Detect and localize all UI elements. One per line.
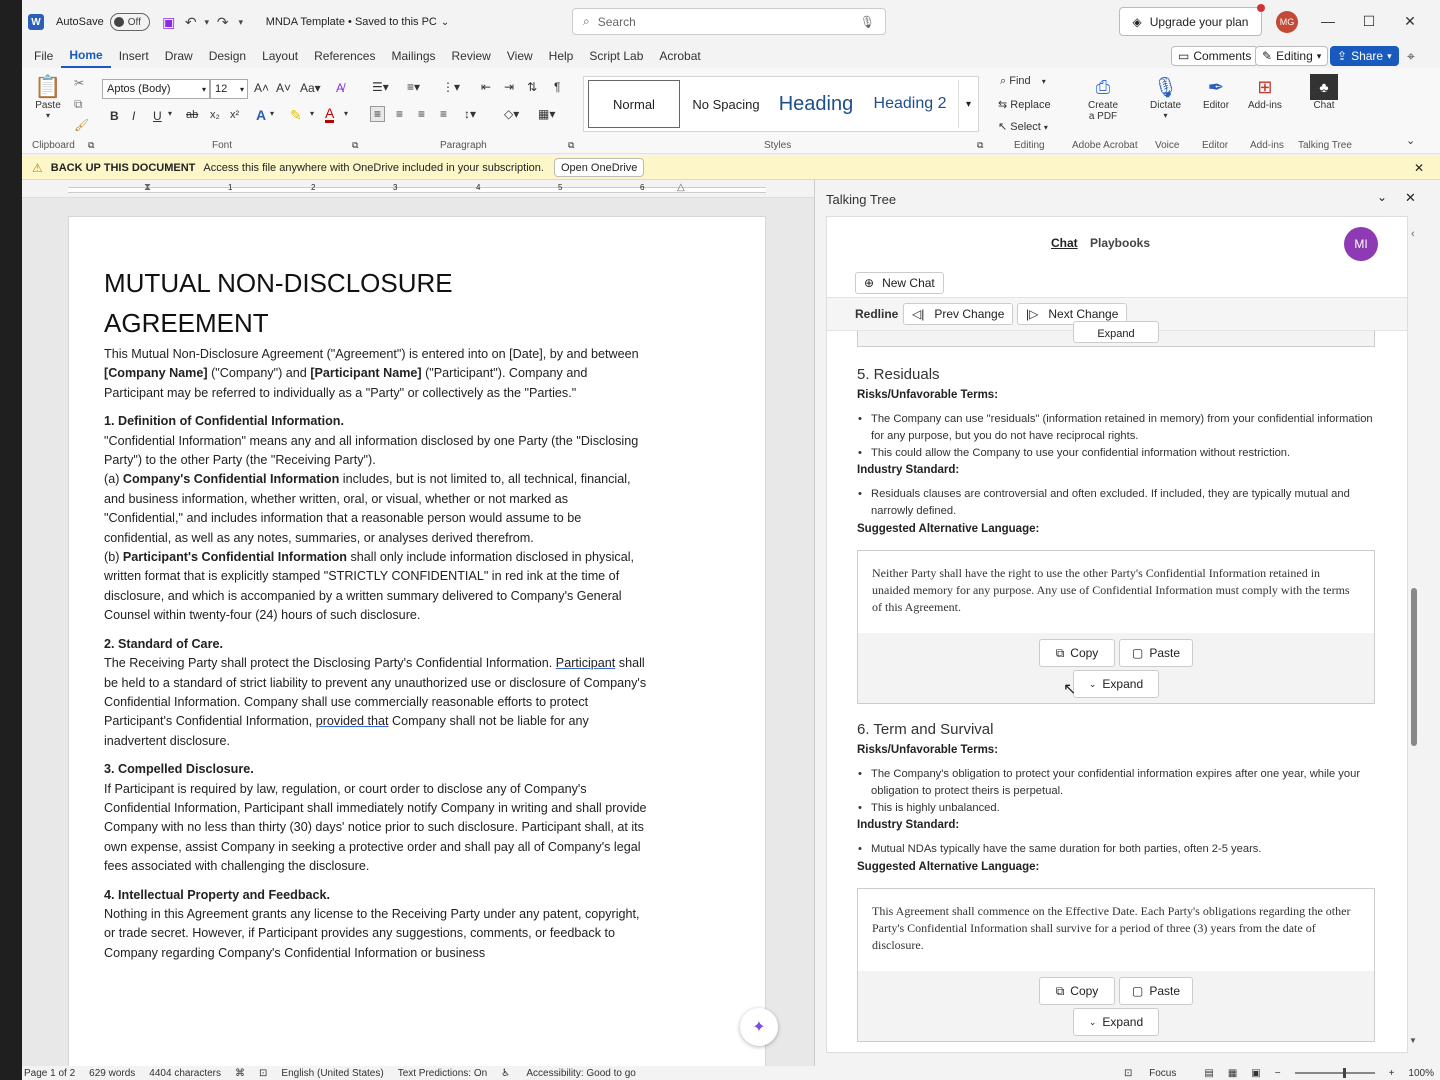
upgrade-label: Upgrade your plan [1149, 14, 1249, 29]
risk-item: • The Company can use "residuals" (information retained in memory) from your confidential information for any purpose, but you do not have reciprocal rights. [871, 411, 1377, 445]
right-indent-marker-icon[interactable]: △ [677, 182, 685, 193]
alt-language-text[interactable]: Neither Party shall have the right to use the other Party's Confidential Information retained in unaided memory for any purpose. Any use of Confidential Information must comply with the terms of this Agreement. [858, 551, 1374, 633]
create-pdf-button[interactable] [1088, 74, 1118, 122]
cursor-icon: ↖ [998, 121, 1011, 133]
tab-insert[interactable]: Insert [118, 49, 149, 63]
industry-item: • Mutual NDAs typically have the same duration for both parties, often 2-5 years. [871, 841, 1377, 858]
align-center-icon[interactable]: ≡ [396, 107, 404, 121]
pane-title: Talking Tree [826, 192, 897, 207]
share-icon: ⇪ [1337, 49, 1348, 63]
change-case-icon[interactable]: Aa▾ [300, 81, 321, 95]
autosave-toggle[interactable] [110, 13, 150, 31]
scrollbar-thumb[interactable] [1411, 588, 1417, 746]
message-text: Access this file anywhere with OneDrive included in your subscription. [203, 161, 544, 174]
ribbon [22, 68, 1440, 154]
paste-button[interactable] [34, 74, 62, 120]
tab-acrobat[interactable]: Acrobat [659, 49, 701, 63]
find-button[interactable] [1000, 75, 1046, 88]
talking-tree-pane [814, 180, 1440, 1066]
next-icon: |▷ [1026, 307, 1039, 321]
accessibility-status[interactable] [501, 1068, 650, 1079]
format-painter-icon[interactable]: 🖌 [74, 118, 90, 132]
increase-indent-icon[interactable]: ⇥ [504, 80, 515, 94]
horizontal-ruler[interactable] [22, 180, 814, 198]
group-label-paragraph: Paragraph [440, 140, 487, 151]
pane-options-icon[interactable]: ⌄ [1377, 190, 1388, 204]
minimize-icon[interactable]: — [1321, 13, 1335, 29]
search-placeholder: Search [597, 14, 636, 29]
chevron-down-icon[interactable]: ▾ [168, 109, 173, 118]
copy-label: Copy [1070, 984, 1099, 998]
section-1a-paragraph: (a) Company's Confidential Information includes, but is not limited to, all technical, financial, and business information, whether written, oral, or visual, whether or not marked as "Confidential," and includes information that a reasonable person would assume to be confidential, as well as any notes, summaries, or analyses derived therefrom. [104, 472, 631, 545]
create-pdf-label-1: Create [1088, 100, 1119, 111]
chevron-down-icon: ▾ [1316, 50, 1322, 61]
ruler-number: 3 [393, 183, 398, 192]
prev-change-label: Prev Change [934, 307, 1005, 321]
editor-button[interactable] [1202, 74, 1230, 111]
web-layout-icon[interactable]: ▣ [1251, 1067, 1261, 1079]
customize-toolbar-icon[interactable]: ▾ [238, 16, 243, 27]
industry-label: Industry Standard: [857, 819, 960, 831]
text-predictions-status[interactable]: Text Predictions: On [397, 1067, 488, 1079]
justify-icon[interactable]: ≡ [440, 107, 448, 121]
chevron-down-icon: ▾ [1387, 50, 1392, 61]
word-logo-icon: W [28, 14, 44, 30]
expand-label: Expand [1102, 1015, 1144, 1029]
dialog-launcher-icon[interactable]: ⧉ [352, 140, 359, 150]
chevron-down-icon[interactable]: ▾ [270, 109, 275, 118]
accessibility-icon: ♿ [501, 1067, 511, 1079]
zoom-slider[interactable] [1295, 1072, 1375, 1074]
style-heading[interactable]: Heading [778, 92, 854, 115]
tree-icon: ♣ [1310, 74, 1338, 100]
chevron-down-icon: ⌄ [1088, 678, 1097, 689]
accessibility-label: Accessibility: Good to go [526, 1067, 636, 1079]
font-size-value: 12 [215, 83, 228, 95]
find-icon: ⌕ [1000, 75, 1010, 87]
font-name-select[interactable] [102, 79, 210, 99]
dictate-button[interactable] [1150, 74, 1181, 120]
focus-icon: ⊡ [1123, 1067, 1136, 1079]
chevron-down-icon: ▾ [239, 84, 244, 94]
paste-label: Paste [1149, 984, 1181, 998]
pane-scrollbar[interactable] [1409, 330, 1419, 1050]
tab-mailings[interactable]: Mailings [391, 49, 436, 63]
next-change-label: Next Change [1048, 307, 1119, 321]
section-2-paragraph: The Receiving Party shall protect the Disclosing Party's Confidential Information. Participant shall be held to a standard of strict liability to prevent any unauthorized use or disclosure of Company's Confidential Information. Company shall use commercially reasonable efforts to protect Participant's Confidential Information, provided that Company shall not be liable for any inadvertent disclosure. [104, 656, 647, 748]
sort-icon[interactable]: ⇅ [527, 80, 538, 94]
chat-label: Chat [1313, 100, 1335, 111]
chevron-down-icon[interactable]: ▾ [344, 109, 349, 118]
microphone-icon[interactable]: 🎙 [859, 14, 875, 29]
group-label-clipboard: Clipboard [32, 140, 75, 151]
status-bar [22, 1066, 1440, 1080]
line-spacing-icon[interactable]: ↕▾ [464, 107, 477, 121]
ruler-track [68, 187, 766, 193]
replace-button[interactable] [998, 98, 1051, 111]
pane-content [826, 216, 1408, 1053]
notification-dot-icon [1257, 4, 1265, 12]
chevron-down-icon: ▾ [201, 84, 206, 94]
dialog-launcher-icon[interactable]: ⧉ [568, 140, 575, 150]
editor-pen-icon: ✒ [1207, 76, 1225, 99]
dialog-launcher-icon[interactable]: ⧉ [977, 140, 984, 150]
copilot-icon[interactable]: ✦ [740, 1008, 778, 1046]
dictate-label: Dictate [1150, 100, 1182, 111]
grow-font-icon[interactable]: A˄ [254, 81, 270, 95]
zoom-out-icon[interactable]: − [1274, 1067, 1281, 1079]
font-size-select[interactable] [210, 79, 248, 99]
paste-label: Paste [1149, 646, 1181, 660]
text-effects-icon[interactable]: A [256, 107, 267, 123]
paste-icon: ▢ [1131, 646, 1144, 660]
ruler-number: 5 [558, 183, 563, 192]
new-chat-label: New Chat [882, 276, 935, 290]
expand-button[interactable] [1073, 670, 1159, 698]
editing-label: Editing [1276, 49, 1313, 63]
industry-item: • Residuals clauses are controversial and often excluded. If included, they are typically mutual and narrowly defined. [871, 486, 1377, 520]
copy-icon: ⧉ [1055, 645, 1065, 660]
replace-label: Replace [1010, 99, 1051, 111]
redo-icon[interactable]: ↷ [216, 13, 229, 30]
add-ins-label: Add-ins [1248, 100, 1282, 111]
paste-icon: ▢ [1131, 984, 1144, 998]
copy-button[interactable] [1039, 639, 1115, 667]
show-marks-icon[interactable]: ¶ [554, 80, 561, 94]
subscript-icon[interactable]: x₂ [210, 109, 220, 121]
align-right-icon[interactable]: ≡ [418, 107, 426, 121]
tab-playbooks[interactable]: Playbooks [1090, 236, 1151, 250]
chevron-down-icon: ▾ [1163, 111, 1168, 120]
document-title[interactable]: MNDA Template • Saved to this PC [265, 16, 437, 28]
decrease-indent-icon[interactable]: ⇤ [481, 80, 492, 94]
shading-icon[interactable]: ◇▾ [504, 107, 520, 121]
collapse-arrow-icon[interactable]: ‹ [1411, 228, 1415, 240]
select-button[interactable] [998, 120, 1048, 133]
section-2-heading: 2. Standard of Care. [104, 636, 223, 651]
borders-icon[interactable]: ▦▾ [538, 107, 556, 121]
redline-label: Redline [855, 307, 899, 321]
find-label: Find [1009, 75, 1031, 87]
section-6-title: 6. Term and Survival [857, 721, 994, 738]
prev-icon: ◁| [912, 307, 925, 321]
bullets-icon[interactable]: ☰▾ [372, 80, 389, 94]
close-window-icon[interactable]: ✕ [1404, 12, 1416, 29]
character-count[interactable]: 4404 characters [149, 1067, 222, 1079]
expand-button-top[interactable]: Expand [1073, 321, 1159, 343]
comment-icon: ▭ [1178, 49, 1190, 63]
editor-label: Editor [1202, 100, 1230, 111]
prev-change-button[interactable] [903, 303, 1013, 325]
doc-title-line-2: AGREEMENT [104, 308, 269, 338]
chevron-down-icon[interactable]: ▾ [310, 109, 315, 118]
save-icon[interactable]: ▣ [162, 13, 176, 30]
comments-button[interactable] [1171, 46, 1258, 66]
chevron-down-icon: ▾ [1043, 123, 1048, 132]
chevron-down-icon: ▾ [45, 111, 50, 120]
editing-mode-button[interactable] [1255, 46, 1328, 66]
align-left-icon[interactable]: ≡ [370, 106, 385, 122]
paste-label: Paste [35, 100, 61, 111]
dialog-launcher-icon[interactable]: ⧉ [88, 140, 95, 150]
panel-avatar[interactable]: MI [1344, 227, 1378, 261]
risks-label: Risks/Unfavorable Terms: [857, 389, 999, 401]
section-3-heading: 3. Compelled Disclosure. [104, 762, 254, 777]
new-chat-button[interactable] [855, 272, 944, 294]
tab-references[interactable]: References [314, 49, 376, 63]
toggle-knob-icon [114, 17, 124, 27]
group-label-acrobat: Adobe Acrobat [1072, 140, 1138, 151]
tab-home[interactable]: Home [61, 44, 110, 68]
risks-label: Risks/Unfavorable Terms: [857, 744, 999, 756]
section-3-paragraph: If Participant is required by law, regulation, or court order to disclose any of Company's Confidential Information, Participant shall immediately notify Company in writing and shall provide Company with no less than thirty (30) days' notice prior to such disclosure. Participant shall, at its own expense, assist Company in seeking a protective order and shall pay all of Company's legal fees associated with challenging the disclosure. [104, 781, 647, 874]
group-label-editing: Editing [1014, 140, 1045, 151]
tab-draw[interactable]: Draw [164, 49, 193, 63]
zoom-slider-thumb[interactable] [1343, 1068, 1346, 1078]
scroll-down-icon[interactable]: ▼ [1409, 1036, 1417, 1045]
document-body[interactable] [104, 263, 649, 963]
ruler-number: 2 [311, 183, 316, 192]
section-4-paragraph: Nothing in this Agreement grants any license to the Receiving Party under any patent, copyright, or trade secret. However, if Participant provides any suggestions, comments, or feedback to Company regarding Company's Confidential Information or business [104, 906, 640, 960]
doc-title-line-1: MUTUAL NON-DISCLOSURE [104, 268, 453, 298]
highlight-icon[interactable]: ✎ [290, 107, 302, 123]
industry-label: Industry Standard: [857, 464, 960, 476]
copy-icon[interactable]: ⧉ [74, 97, 83, 111]
page-count[interactable]: Page 1 of 2 [24, 1067, 76, 1079]
track-changes-icon[interactable]: ⊡ [259, 1067, 268, 1079]
strikethrough-icon[interactable]: ab [186, 109, 199, 121]
paste-button[interactable] [1119, 977, 1193, 1005]
replace-icon: ⇆ [998, 99, 1011, 111]
group-label-editor: Editor [1202, 140, 1229, 151]
tab-script-lab[interactable]: Script Lab [589, 49, 644, 63]
tab-help[interactable]: Help [548, 49, 574, 63]
style-heading-2[interactable]: Heading 2 [873, 95, 947, 112]
chevron-down-icon: ▾ [1041, 77, 1046, 86]
expand-button[interactable] [1073, 1008, 1159, 1036]
group-label-talking-tree: Talking Tree [1298, 140, 1352, 151]
mouse-cursor-icon: ↖ [1063, 681, 1077, 698]
copy-label: Copy [1070, 646, 1099, 660]
style-normal[interactable]: Normal [588, 80, 680, 128]
document-area [22, 180, 814, 1066]
indent-marker-icon[interactable]: ⧗ [144, 182, 152, 193]
focus-button[interactable] [1124, 1068, 1190, 1079]
copy-icon: ⧉ [1055, 983, 1065, 998]
language-status[interactable]: English (United States) [281, 1067, 384, 1079]
maximize-icon[interactable]: ☐ [1362, 12, 1376, 29]
print-layout-icon[interactable]: ▦ [1227, 1067, 1238, 1079]
undo-dropdown-icon[interactable]: ▾ [204, 16, 209, 27]
paste-button[interactable] [1119, 639, 1193, 667]
diamond-icon: ◈ [1132, 14, 1142, 29]
alt-language-text[interactable]: This Agreement shall commence on the Effective Date. Each Party's obligations regarding the other Party's Confidential Information shall survive for a period of three (3) years from the date of disclosure. [858, 889, 1374, 971]
suggested-label: Suggested Alternative Language: [857, 523, 1040, 535]
tab-chat[interactable]: Chat [1051, 236, 1078, 250]
zoom-in-icon[interactable]: + [1388, 1067, 1395, 1079]
search-box[interactable] [572, 8, 886, 35]
shrink-font-icon[interactable]: A˅ [276, 81, 292, 95]
focus-label: Focus [1149, 1067, 1177, 1079]
section-4-heading: 4. Intellectual Property and Feedback. [104, 887, 331, 902]
tab-design[interactable]: Design [208, 49, 247, 63]
group-label-font: Font [212, 140, 233, 151]
open-onedrive-button[interactable]: Open OneDrive [554, 158, 644, 177]
suggested-label: Suggested Alternative Language: [857, 861, 1040, 873]
autosave-state: Off [127, 16, 141, 28]
cut-icon[interactable]: ✂ [74, 76, 85, 90]
chevron-down-icon: ⌄ [1088, 1016, 1097, 1027]
tab-file[interactable]: File [34, 49, 54, 63]
intro-paragraph: This Mutual Non-Disclosure Agreement ("Agreement") is entered into on [Date], by and between [Company Name] ("Company") and [Participant Name] ("Participant"). Company and Participant may be referred to individually as a "Party" or collectively as the "Parties." [104, 347, 639, 400]
message-bar [22, 156, 1440, 180]
share-label: Share [1351, 49, 1384, 63]
upgrade-plan-button[interactable] [1119, 7, 1262, 36]
section-5-title: 5. Residuals [857, 366, 940, 383]
user-avatar[interactable]: MG [1276, 11, 1298, 33]
group-label-styles: Styles [764, 140, 792, 151]
word-count[interactable]: 629 words [89, 1067, 136, 1079]
clear-formatting-icon[interactable]: A̸ [336, 81, 345, 95]
section-1b-paragraph: (b) Participant's Confidential Information shall only include information disclosed in physical, written format that is explicitly stamped "STRICTLY CONFIDENTIAL" in red ink at the time of disclosure, and which is accompanied by a written summary delivered to Company's General Counsel within twenty-four (24) hours of such disclosure. [104, 550, 635, 623]
collapse-ribbon-icon[interactable]: ⌄ [1406, 135, 1416, 147]
close-pane-icon[interactable]: ✕ [1405, 190, 1416, 205]
risk-item: • The Company's obligation to protect your confidential information expires after one year, while your obligation to protect theirs is perpetual. [871, 766, 1377, 800]
share-button[interactable] [1330, 46, 1399, 66]
left-edge-strip [0, 0, 22, 1080]
microphone-icon: 🎙 [1152, 76, 1179, 99]
talking-tree-chat-button[interactable] [1310, 74, 1338, 111]
select-label: Select [1010, 121, 1041, 133]
italic-icon[interactable]: I [132, 109, 136, 123]
superscript-icon[interactable]: x² [230, 109, 240, 121]
copilot-pane-icon[interactable]: ⌖ [1407, 47, 1415, 64]
section-1-heading: 1. Definition of Confidential Information. [104, 414, 344, 429]
ruler-number: 6 [640, 183, 645, 192]
tab-view[interactable]: View [506, 49, 533, 63]
clipboard-icon: 📋 [34, 74, 62, 99]
risk-item: • This is highly unbalanced. [871, 800, 1377, 817]
search-icon: ⌕ [583, 14, 590, 28]
message-title: BACK UP THIS DOCUMENT [50, 161, 196, 174]
underline-icon[interactable]: U [153, 109, 162, 123]
copy-button[interactable] [1039, 977, 1115, 1005]
add-ins-button[interactable] [1248, 74, 1282, 111]
create-pdf-label-2: a PDF [1088, 111, 1118, 122]
read-mode-icon[interactable]: ▤ [1204, 1067, 1214, 1079]
font-name-value: Aptos (Body) [107, 83, 171, 95]
group-label-add-ins: Add-ins [1250, 140, 1284, 151]
risk-item: • This could allow the Company to use your confidential information without restriction. [871, 445, 1377, 462]
section-1-paragraph: "Confidential Information" means any and all information disclosed by one Party (the "Disclosing Party") to the other Party (the "Receiving Party"). [104, 433, 639, 468]
expand-label: Expand [1102, 677, 1144, 691]
group-label-voice: Voice [1155, 140, 1180, 151]
numbering-icon[interactable]: ≡▾ [407, 80, 421, 94]
title-chevron-icon[interactable]: ⌄ [440, 16, 450, 28]
close-message-icon[interactable]: ✕ [1413, 160, 1424, 175]
tab-review[interactable]: Review [451, 49, 491, 63]
grid-icon: ⊞ [1257, 76, 1273, 97]
pdf-icon: ⎙ [1095, 76, 1111, 97]
multilevel-list-icon[interactable]: ⋮▾ [442, 80, 461, 94]
style-no-spacing[interactable]: No Spacing [692, 96, 760, 112]
autosave-label: AutoSave [56, 16, 104, 28]
ruler-number: 1 [228, 183, 233, 192]
comments-label: Comments [1193, 49, 1252, 63]
font-color-icon[interactable]: A [325, 105, 335, 121]
tab-layout[interactable]: Layout [262, 49, 299, 63]
warning-icon: ⚠ [32, 160, 43, 175]
ruler-number: 4 [476, 183, 481, 192]
zoom-level[interactable]: 100% [1408, 1067, 1434, 1079]
styles-more-icon[interactable]: ▾ [958, 80, 978, 128]
proofing-icon[interactable]: ⌘ [235, 1067, 246, 1079]
bold-icon[interactable]: B [110, 109, 119, 123]
undo-icon[interactable]: ↶ [184, 13, 197, 30]
plus-icon: ⊕ [864, 276, 875, 290]
pencil-icon: ✎ [1262, 49, 1273, 63]
